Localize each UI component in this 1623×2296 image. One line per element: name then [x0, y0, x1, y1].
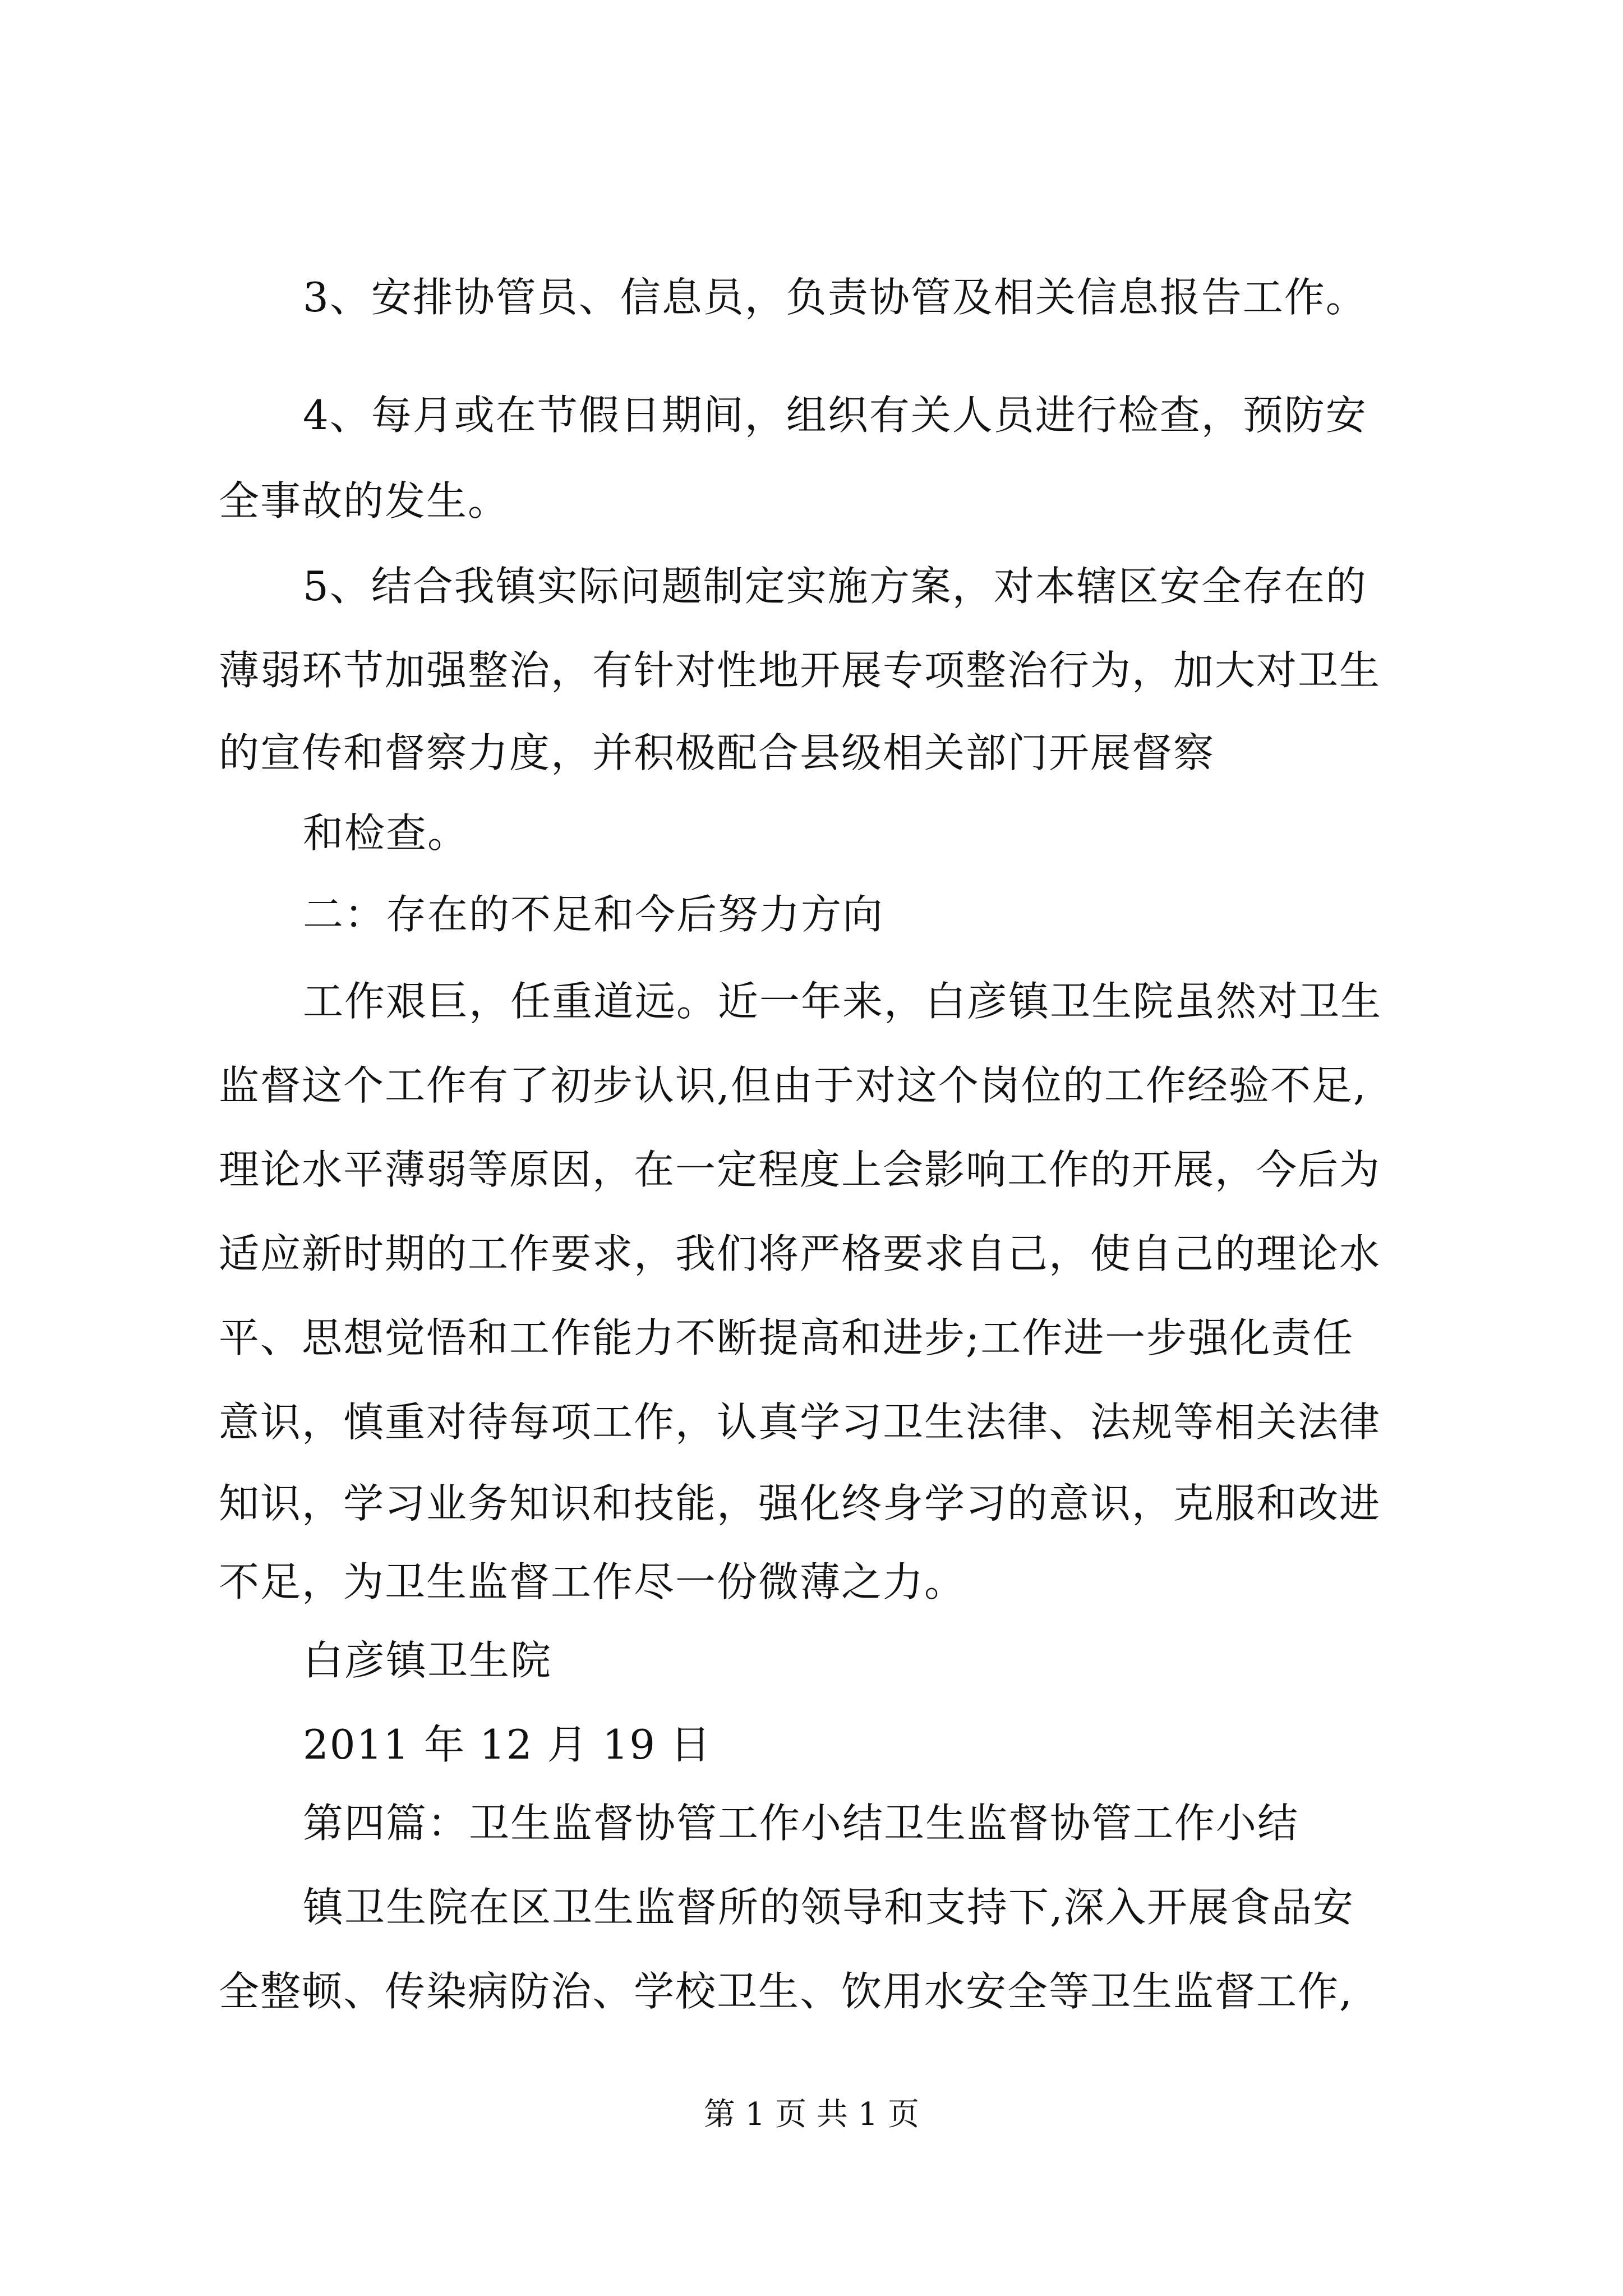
paragraph-line: 意识，慎重对待每项工作，认真学习卫生法律、法规等相关法律	[219, 1398, 1381, 1446]
paragraph-line: 和检查。	[303, 809, 469, 857]
paragraph-line: 3、安排协管员、信息员，负责协管及相关信息报告工作。	[303, 274, 1367, 321]
paragraph-line: 全整顿、传染病防治、学校卫生、饮用水安全等卫生监督工作,	[219, 1968, 1353, 2015]
paragraph-line: 不足，为卫生监督工作尽一份微薄之力。	[219, 1558, 966, 1605]
paragraph-line: 理论水平薄弱等原因，在一定程度上会影响工作的开展，今后为	[219, 1146, 1381, 1193]
paragraph-line: 镇卫生院在区卫生监督所的领导和支持下,深入开展食品安	[303, 1884, 1354, 1931]
paragraph-line: 知识，学习业务知识和技能，强化终身学习的意识，克服和改进	[219, 1480, 1381, 1527]
paragraph-line: 监督这个工作有了初步认识,但由于对这个岗位的工作经验不足,	[219, 1062, 1367, 1109]
paragraph-line: 平、思想觉悟和工作能力不断提高和进步;工作进一步强化责任	[219, 1314, 1354, 1361]
paragraph-line: 薄弱环节加强整治，有针对性地开展专项整治行为，加大对卫生	[219, 647, 1381, 694]
chapter-title: 第四篇：卫生监督协管工作小结卫生监督协管工作小结	[303, 1800, 1299, 1847]
signature-date: 2011 年 12 月 19 日	[303, 1721, 712, 1768]
signature-organization: 白彦镇卫生院	[303, 1637, 552, 1684]
page-footer: 第 1 页 共 1 页	[703, 2096, 920, 2133]
paragraph-line: 的宣传和督察力度，并积极配合县级相关部门开展督察	[219, 729, 1215, 776]
paragraph-line: 4、每月或在节假日期间，组织有关人员进行检查，预防安	[303, 392, 1367, 439]
paragraph-line: 全事故的发生。	[219, 477, 510, 524]
paragraph-line: 适应新时期的工作要求，我们将严格要求自己，使自己的理论水	[219, 1230, 1381, 1277]
section-heading: 二：存在的不足和今后努力方向	[303, 891, 884, 938]
paragraph-line: 5、结合我镇实际问题制定实施方案，对本辖区安全存在的	[303, 563, 1367, 610]
paragraph-line: 工作艰巨，任重道远。近一年来，白彦镇卫生院虽然对卫生	[303, 978, 1382, 1025]
